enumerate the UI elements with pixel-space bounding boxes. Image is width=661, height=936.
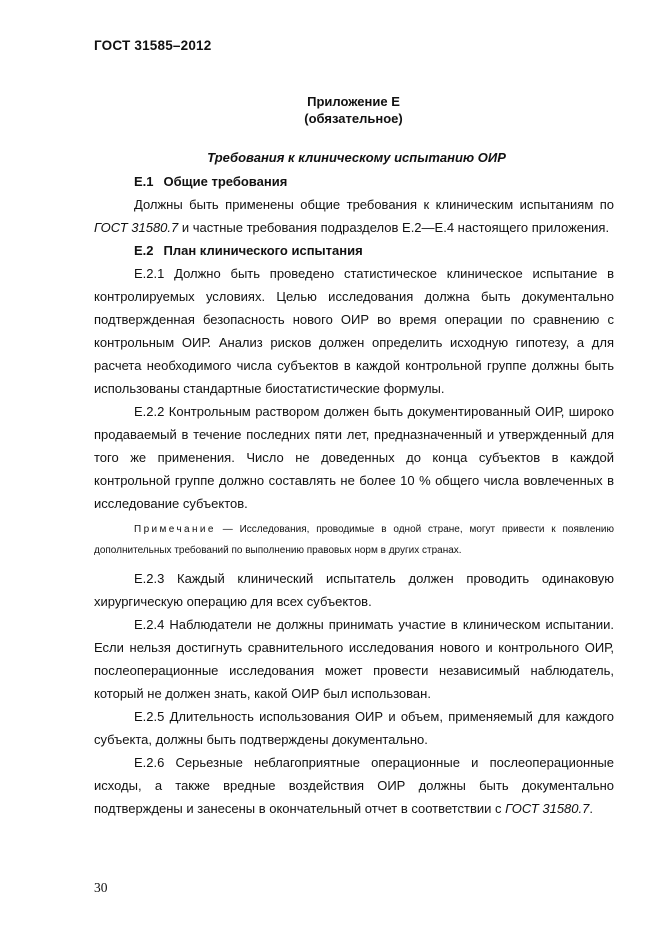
standard-reference: ГОСТ 31580.7 [94,220,179,235]
paragraph-e2-3: Е.2.3 Каждый клинический испытатель должен проводить одинаковую хирургическую операцию для всех субъектов. [94,571,614,609]
paragraph-e2-2: Е.2.2 Контрольным раствором должен быть документированный ОИР, широко продаваемый в течение последних пяти лет, предназначенный и утвержденный для того же применения. Число не доведенных до конца субъектов в каждой контрольной группе должно составлять не более 10 % общего числа вовлеченных в исследование субъектов. [94,404,614,511]
standard-reference: ГОСТ 31580.7 [505,801,590,816]
page-number: 30 [94,880,108,895]
appendix-heading: Требования к клиническому испытанию ОИР [207,150,506,165]
paragraph-e2-6: Е.2.6 Серьезные неблагоприятные операционные и послеоперационные исходы, а также вредные воздействия ОИР должны быть документально подтверждены и занесены в окончательный отчет в соответствии с ГОСТ 31580.7. [94,755,614,816]
section-number: Е.1 [134,174,154,189]
paragraph-e2-1: Е.2.1 Должно быть проведено статистическое клиническое испытание в контролируемых условиях. Целью исследования должна быть документально подтвержденная безопасность нового ОИР во время операции по сравнению с контрольным ОИР. Анализ рисков должен определить исходную гипотезу, а для расчета необходимого числа субъектов в каждой контрольной группе должны быть использованы стандартные биостатистические формулы. [94,266,614,396]
section-number: Е.2 [134,243,154,258]
section-heading-e1 [94,170,614,193]
paragraph-e1: Должны быть применены общие требования к клиническим испытаниям по ГОСТ 31580.7 и частные требования подразделов Е.2—Е.4 настоящего приложения. [94,197,614,235]
appendix-status: (обязательное) [304,111,403,126]
appendix-title: Приложение Е [307,94,400,109]
paragraph-e2-4: Е.2.4 Наблюдатели не должны принимать участие в клиническом испытании. Если нельзя достигнуть сравнительного исследования нового и контрольного ОИР, послеоперационные исследования может провести независимый наблюдатель, который не должен знать, какой ОИР был использован. [94,617,614,701]
document-body [94,170,614,820]
note-text: — Исследования, проводимые в одной стране, могут привести к появлению дополнительных требований по выполнению правовых норм в других странах. [94,524,614,556]
note-label: Примечание [134,524,216,535]
document-code: ГОСТ 31585–2012 [94,38,212,53]
section-title: План клинического испытания [163,243,363,258]
note [94,519,614,561]
paragraph-e2-5: Е.2.5 Длительность использования ОИР и объем, применяемый для каждого субъекта, должны быть подтверждены документально. [94,709,614,747]
section-heading-e2 [94,239,614,262]
section-title: Общие требования [163,174,288,189]
